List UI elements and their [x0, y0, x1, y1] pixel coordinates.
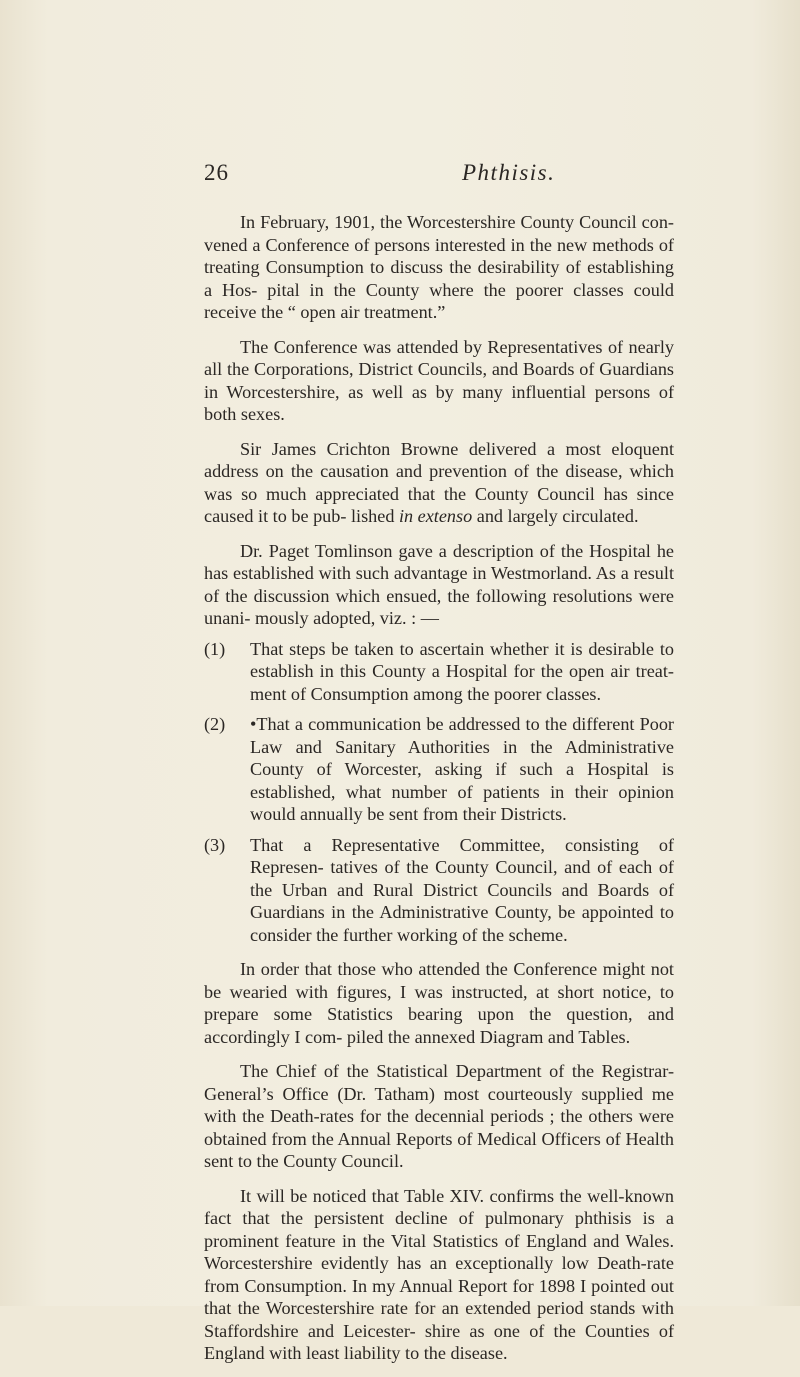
paragraph-conference-convened: In February, 1901, the Worcestershire County Council con- vened a Conference of persons interested in the new methods of treating Consumption to discuss the desirability of establishing a Hos- pital in the County where the poorer classes could receive the “ open air treatment.”: [204, 212, 674, 322]
resolution-item: [204, 638, 674, 706]
page-header: [204, 160, 674, 196]
resolutions-list: [204, 638, 674, 947]
resolution-text: That a Representative Committee, consisting of Represen- tatives of the County Council, and of each of the Urban and Rural District Councils and Boards of Guardians in the Administrative County, be appointed to consider the further working of the scheme.: [250, 834, 674, 945]
paragraph-text: Sir James Crichton Browne delivered a most eloquent address on the causation and prevention of the disease, which was so much appreciated that the County Council has since caused it to be pub- lished: [204, 438, 674, 526]
resolution-text: That steps be taken to ascertain whether it is desirable to establish in this County a Hospital for the open air treat- ment of Consumption among the poorer classes.: [250, 638, 674, 704]
paragraph-statistics-prepared: In order that those who attended the Conference might not be wearied with figures, I was instructed, at short notice, to prepare some Statistics bearing upon the question, and accordingly I com- piled the annexed Diagram and Tables.: [204, 959, 674, 1047]
paragraph-crichton-browne-address: [204, 438, 674, 528]
resolution-text: •That a communication be addressed to the different Poor Law and Sanitary Authorities in the Administrative County of Worcester, asking if such a Hospital is established, what number of patients in their opinion would annually be sent from their Districts.: [250, 714, 674, 824]
paragraph-registrar-general: The Chief of the Statistical Department of the Registrar- General’s Office (Dr. Tatham) most courteously supplied me with the Death-rates for the decennial periods ; the others were obtained from the Annual Reports of Medical Officers of Health sent to the County Council.: [204, 1061, 674, 1171]
paragraph-text: and largely circulated.: [472, 506, 639, 526]
resolution-item: [204, 834, 674, 947]
page-number: 26: [204, 160, 229, 185]
paragraph-conference-attendance: The Conference was attended by Representatives of nearly all the Corporations, District Councils, and Boards of Guardians in Worcestershire, as well as by many influential persons of both sexes.: [204, 336, 674, 424]
running-title: Phthisis.: [462, 160, 556, 185]
resolution-item: [204, 713, 674, 826]
resolution-number: (3): [204, 834, 226, 855]
paragraph-tomlinson-description: Dr. Paget Tomlinson gave a description of the Hospital he has established with such advantage in Westmorland. As a result of the discussion which ensued, the following resolutions were unani- mously adopted, viz. : —: [204, 540, 674, 628]
italic-phrase: in extenso: [398, 506, 473, 526]
paragraph-table-xiv: It will be noticed that Table XIV. confirms the well-known fact that the persistent decline of pulmonary phthisis is a prominent feature in the Vital Statistics of England and Wales. Worcestershire evidently has an exceptionally low Death-rate from Consumption. In my Annual Report for 1898 I pointed out that the Worcestershire rate for an extended period stands with Staffordshire and Leicester- shire as one of the Counties of England with least liability to the disease.: [204, 1185, 674, 1363]
resolution-number: (2): [204, 714, 226, 734]
body-text: [204, 211, 674, 1377]
resolution-number: (1): [204, 638, 226, 659]
